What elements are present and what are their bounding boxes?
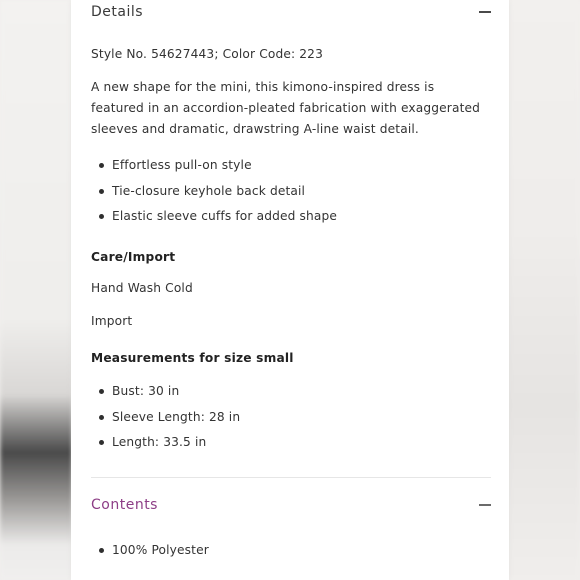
measurement-text: Bust: 30 in — [112, 384, 180, 398]
collapse-minus-icon[interactable] — [479, 11, 491, 13]
bullet-icon — [99, 548, 104, 553]
product-description: A new shape for the mini, this kimono-inspired dress is featured in an accordion-pleated fabrication with exaggerated sleeves and dramatic, drawstring A-line waist detail. — [91, 80, 481, 136]
contents-title: Contents — [91, 497, 158, 513]
collapse-minus-icon[interactable] — [479, 504, 491, 506]
list-item — [99, 433, 240, 459]
contents-section-header[interactable] — [91, 497, 491, 513]
measurements-list — [99, 382, 240, 459]
list-item — [99, 382, 240, 408]
bullet-icon — [99, 415, 104, 420]
section-divider — [91, 477, 491, 478]
list-item — [99, 207, 337, 233]
list-item — [99, 541, 209, 567]
measurement-text: Length: 33.5 in — [112, 435, 207, 449]
bullet-icon — [99, 440, 104, 445]
background-right-edge — [508, 0, 580, 580]
feature-text: Tie-closure keyhole back detail — [112, 183, 306, 198]
measurement-text: Sleeve Length: 28 in — [112, 409, 241, 424]
feature-text: Elastic sleeve cuffs for added shape — [112, 209, 338, 223]
background-left-edge — [0, 0, 72, 580]
feature-text: Effortless pull-on style — [112, 158, 252, 172]
care-import-heading: Care/Import — [91, 250, 176, 264]
import-note: Import — [91, 314, 133, 328]
bullet-icon — [99, 389, 104, 394]
bullet-icon — [99, 189, 104, 194]
details-section-header[interactable] — [91, 4, 491, 20]
feature-list — [99, 156, 337, 233]
contents-list — [99, 541, 209, 567]
measurements-heading: Measurements for size small — [91, 351, 294, 365]
bullet-icon — [99, 214, 104, 219]
product-info-panel — [71, 0, 509, 580]
list-item — [99, 182, 337, 208]
list-item — [99, 408, 240, 434]
details-title: Details — [91, 4, 144, 20]
bullet-icon — [99, 163, 104, 168]
style-number: Style No. 54627443; Color Code: 223 — [91, 47, 323, 61]
list-item — [99, 156, 337, 182]
material-text: 100% Polyester — [112, 543, 209, 557]
care-instruction: Hand Wash Cold — [91, 281, 193, 295]
